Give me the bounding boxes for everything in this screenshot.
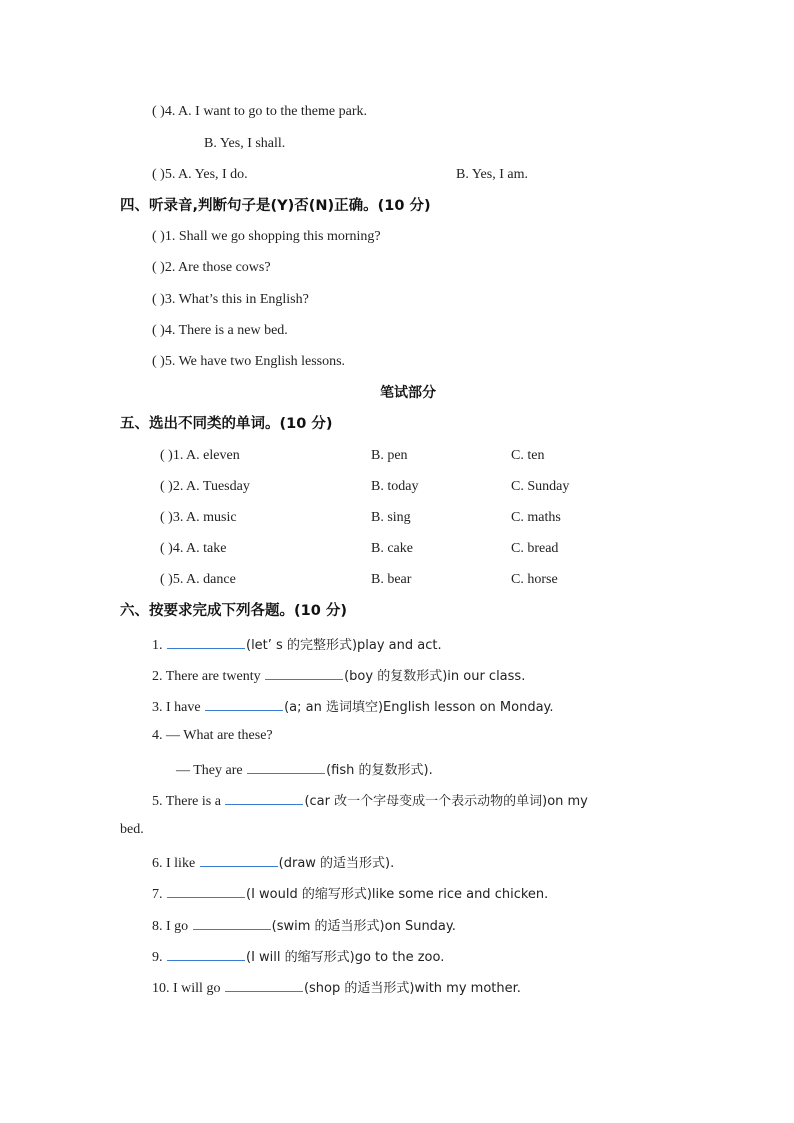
sec5-row-3-a: ( )3. A. music bbox=[160, 510, 237, 525]
sec6-q2-prefix: 2. There are twenty bbox=[152, 669, 265, 684]
sec5-row-4-b: B. cake bbox=[371, 541, 413, 556]
sec6-q8-prefix: 8. I go bbox=[152, 919, 192, 934]
sec5-row-3-b: B. sing bbox=[371, 510, 411, 525]
sec6-q7-prefix: 7. bbox=[152, 887, 166, 902]
sec6-q9-answer-blank[interactable] bbox=[167, 946, 245, 961]
sec3-q4-option-b: B. Yes, I shall. bbox=[204, 136, 286, 151]
sec6-q9 bbox=[152, 946, 444, 967]
sec6-q1 bbox=[152, 634, 442, 655]
sec6-q1-prefix: 1. bbox=[152, 638, 166, 653]
sec6-q10-prefix: 10. I will go bbox=[152, 981, 224, 996]
sec5-row-3-c: C. maths bbox=[511, 510, 561, 525]
sec6-q7 bbox=[152, 883, 548, 904]
sec4-item-3: ( )3. What’s this in English? bbox=[152, 292, 309, 307]
sec6-q3-prefix: 3. I have bbox=[152, 700, 205, 715]
sec5-row-2-c: C. Sunday bbox=[511, 479, 570, 494]
sec6-q5 bbox=[152, 790, 588, 811]
sec6-q1-answer-blank[interactable] bbox=[167, 634, 245, 649]
sec6-q2-suffix: (boy 的复数形式)in our class. bbox=[344, 669, 526, 684]
sec5-row-5-b: B. bear bbox=[371, 572, 412, 587]
sec6-q3-answer-blank[interactable] bbox=[205, 696, 283, 711]
sec3-q5-option-b: B. Yes, I am. bbox=[456, 167, 528, 182]
sec6-q1-suffix: (let’ s 的完整形式)play and act. bbox=[246, 638, 442, 653]
sec4-item-4: ( )4. There is a new bed. bbox=[152, 323, 288, 338]
sec6-q4-answer-blank[interactable] bbox=[247, 759, 325, 774]
sec6-q6 bbox=[152, 852, 394, 873]
sec3-q5-option-a: ( )5. A. Yes, I do. bbox=[152, 167, 248, 182]
sec4-item-5: ( )5. We have two English lessons. bbox=[152, 354, 346, 369]
sec6-q4-suffix: (fish 的复数形式). bbox=[326, 763, 433, 778]
sec5-row-5-c: C. horse bbox=[511, 572, 558, 587]
sec5-row-4-a: ( )4. A. take bbox=[160, 541, 227, 556]
sec6-q5-suffix: (car 改一个字母变成一个表示动物的单词)on my bbox=[304, 794, 588, 809]
sec6-q5-continuation: bed. bbox=[120, 822, 144, 837]
sec6-q5-prefix: 5. There is a bbox=[152, 794, 225, 809]
sec6-q7-answer-blank[interactable] bbox=[167, 883, 245, 898]
sec5-row-1-a: ( )1. A. eleven bbox=[160, 448, 240, 463]
section-4-heading: 四、听录音,判断句子是(Y)否(N)正确。(10 分) bbox=[120, 198, 431, 214]
sec6-q3-suffix: (a; an 选词填空)English lesson on Monday. bbox=[284, 700, 554, 715]
sec5-row-4-c: C. bread bbox=[511, 541, 559, 556]
sec6-q10 bbox=[152, 977, 521, 998]
sec6-q2 bbox=[152, 665, 525, 686]
sec6-q4-prefix: — They are bbox=[176, 763, 247, 778]
sec6-q6-answer-blank[interactable] bbox=[200, 852, 278, 867]
sec6-q7-suffix: (I would 的缩写形式)like some rice and chicken. bbox=[246, 887, 549, 902]
written-part-title: 笔试部分 bbox=[380, 385, 436, 401]
sec4-item-2: ( )2. Are those cows? bbox=[152, 260, 271, 275]
sec3-q4-option-a: ( )4. A. I want to go to the theme park. bbox=[152, 104, 368, 119]
sec5-row-1-b: B. pen bbox=[371, 448, 408, 463]
sec6-q8-suffix: (swim 的适当形式)on Sunday. bbox=[271, 919, 456, 934]
sec6-q9-suffix: (I will 的缩写形式)go to the zoo. bbox=[246, 950, 445, 965]
sec6-q10-suffix: (shop 的适当形式)with my mother. bbox=[303, 981, 521, 996]
sec5-row-1-c: C. ten bbox=[511, 448, 545, 463]
section-5-heading: 五、选出不同类的单词。(10 分) bbox=[120, 416, 333, 432]
sec6-q8-answer-blank[interactable] bbox=[193, 915, 271, 930]
sec6-q8 bbox=[152, 915, 456, 936]
sec6-q6-suffix: (draw 的适当形式). bbox=[278, 856, 395, 871]
sec6-q9-prefix: 9. bbox=[152, 950, 166, 965]
sec5-row-2-a: ( )2. A. Tuesday bbox=[160, 479, 250, 494]
sec6-q2-answer-blank[interactable] bbox=[265, 665, 343, 680]
sec6-q3 bbox=[152, 696, 554, 717]
sec6-q4-answer bbox=[176, 759, 433, 780]
sec4-item-1: ( )1. Shall we go shopping this morning? bbox=[152, 229, 381, 244]
sec6-q5-answer-blank[interactable] bbox=[225, 790, 303, 805]
sec5-row-2-b: B. today bbox=[371, 479, 419, 494]
sec6-q4-question: 4. — What are these? bbox=[152, 728, 273, 743]
sec5-row-5-a: ( )5. A. dance bbox=[160, 572, 236, 587]
sec6-q10-answer-blank[interactable] bbox=[225, 977, 303, 992]
sec6-q6-prefix: 6. I like bbox=[152, 856, 199, 871]
section-6-heading: 六、按要求完成下列各题。(10 分) bbox=[120, 603, 347, 619]
